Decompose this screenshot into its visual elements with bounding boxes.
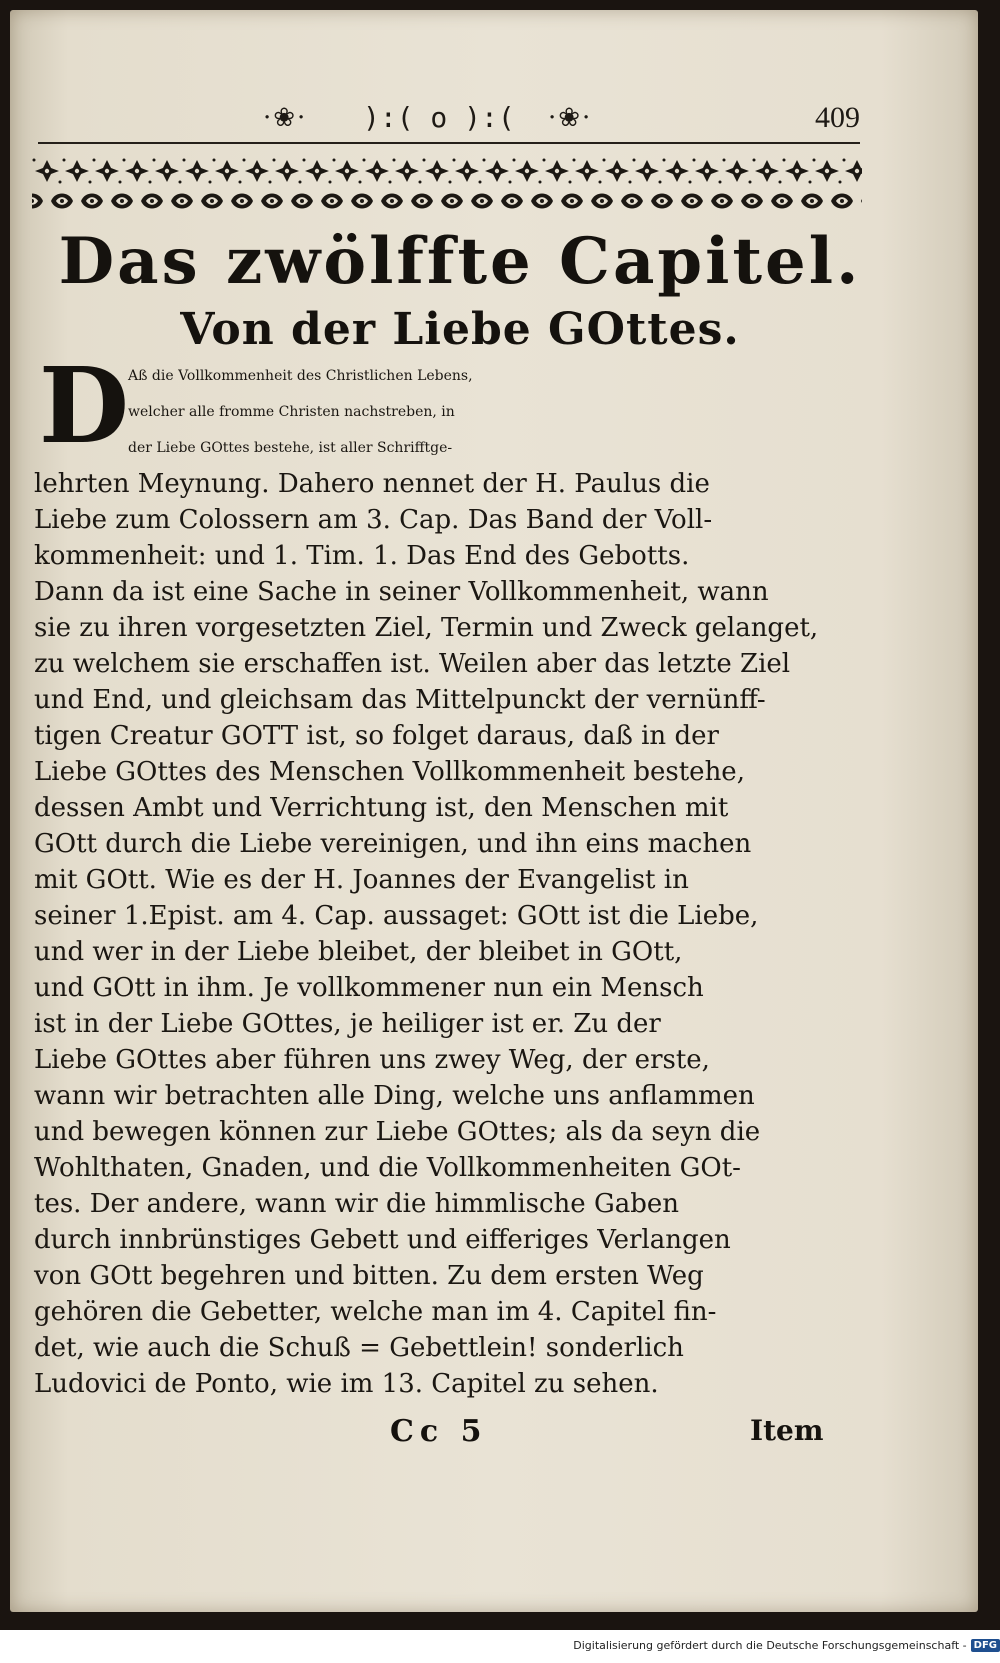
digitization-credit <box>572 1630 1000 1660</box>
text-line: Wohlthaten, Gnaden, und die Vollkommenheiten GOt- <box>34 1153 741 1183</box>
text-line: und bewegen können zur Liebe GOttes; als da seyn die <box>34 1117 761 1147</box>
catchword: Item <box>750 1414 824 1447</box>
text-line: seiner 1.Epist. am 4. Cap. aussaget: GOtt ist die Liebe, <box>34 901 759 931</box>
text-line: Liebe zum Colossern am 3. Cap. Das Band der Voll- <box>34 505 713 535</box>
credit-text: Digitalisierung gefördert durch die Deutsche Forschungsgemeinschaft - <box>573 1638 967 1652</box>
left-ornament: ·❀· <box>263 103 308 133</box>
signature-mark: Cc 5 <box>390 1414 488 1449</box>
text-line: dessen Ambt und Verrichtung ist, den Menschen mit <box>34 793 729 823</box>
text-line: Liebe GOttes des Menschen Vollkommenheit bestehe, <box>34 757 745 787</box>
text-line: lehrten Meynung. Dahero nennet der H. Paulus die <box>34 469 710 499</box>
text-line: Liebe GOttes aber führen uns zwey Weg, der erste, <box>34 1045 710 1075</box>
text-line: sie zu ihren vorgesetzten Ziel, Termin und Zweck gelanget, <box>34 613 819 643</box>
text-line: GOtt durch die Liebe vereinigen, und ihn eins machen <box>34 829 752 859</box>
text-line: Ludovici de Ponto, wie im 13. Capitel zu sehen. <box>34 1369 659 1399</box>
text-line: wann wir betrachten alle Ding, welche uns anflammen <box>34 1081 755 1111</box>
text-line: und wer in der Liebe bleibet, der bleibet in GOtt, <box>34 937 683 967</box>
text-line: zu welchem sie erschaffen ist. Weilen aber das letzte Ziel <box>34 649 791 679</box>
text-line: und GOtt in ihm. Je vollkommener nun ein Mensch <box>34 973 704 1003</box>
text-line: gehören die Gebetter, welche man im 4. Capitel fin- <box>34 1297 717 1327</box>
dfg-logo: DFG <box>971 1639 1000 1652</box>
text-line: mit GOtt. Wie es der H. Joannes der Evangelist in <box>34 865 689 895</box>
text-line: ist in der Liebe GOttes, je heiliger ist er. Zu der <box>34 1009 661 1039</box>
text-line: kommenheit: und 1. Tim. 1. Das End des Gebotts. <box>34 541 690 571</box>
center-mark: ):( o ):( <box>363 101 515 134</box>
text-line: tes. Der andere, wann wir die himmlische Gaben <box>34 1189 679 1219</box>
drop-cap: D <box>38 344 130 467</box>
text-line: Dann da ist eine Sache in seiner Vollkommenheit, wann <box>34 577 769 607</box>
text-line: det, wie auch die Schuß = Gebettlein! sonderlich <box>34 1333 684 1363</box>
chapter-title: Das zwölffte Capitel. <box>58 224 862 299</box>
running-head <box>38 96 860 140</box>
text-line: der Liebe GOttes bestehe, ist aller Schrifftge- <box>128 440 453 456</box>
head-rule <box>38 142 860 144</box>
text-line: von GOtt begehren und bitten. Zu dem ersten Weg <box>34 1261 704 1291</box>
right-ornament: ·❀· <box>548 103 593 133</box>
book-page <box>10 10 978 1612</box>
text-line: und End, und gleichsam das Mittelpunckt der vernünff- <box>34 685 766 715</box>
decorative-border <box>32 156 862 218</box>
text-line: welcher alle fromme Christen nachstreben, in <box>128 404 455 420</box>
page-number: 409 <box>815 101 860 134</box>
text-line: durch innbrünstiges Gebett und eifferiges Verlangen <box>34 1225 731 1255</box>
chapter-subtitle: Von der Liebe GOttes. <box>180 304 740 355</box>
text-line: tigen Creatur GOTT ist, so folget daraus, daß in der <box>34 721 719 751</box>
text-line: Aß die Vollkommenheit des Christlichen Lebens, <box>128 368 473 384</box>
